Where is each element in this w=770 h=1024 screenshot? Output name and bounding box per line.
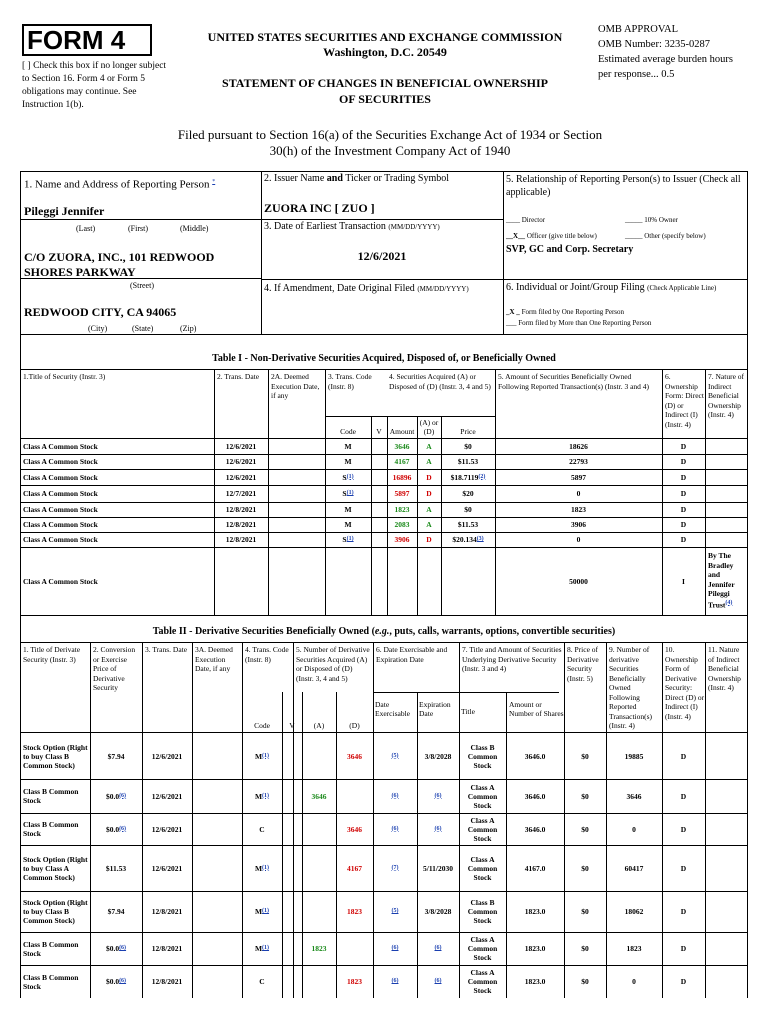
- table2-row-1-underlying-amount: 3646.0: [524, 791, 546, 801]
- table1-row-7-ad: [417, 547, 441, 615]
- table2-h3: 3. Trans. Date: [145, 645, 188, 654]
- table1-row-2-form: D: [680, 472, 687, 482]
- table1-row-1-date: 12/6/2021: [225, 457, 257, 466]
- table2-row-1-price: $0.0 (6): [105, 791, 127, 801]
- table2-row-6-exercisable-footnote[interactable]: (6): [391, 978, 399, 984]
- table1-row-4-date: 12/8/2021: [225, 505, 257, 514]
- table2-title: [20, 626, 748, 638]
- table2-row-5-form: D: [680, 944, 687, 953]
- table1-row-5-price: $11.53: [457, 520, 479, 529]
- one-person-label: Form filed by One Reporting Person: [521, 308, 625, 316]
- table2-row-1-code-footnote[interactable]: (1): [262, 792, 270, 799]
- table2-row-1-form: D: [680, 791, 687, 801]
- table1-row-7-owned: 50000: [569, 576, 588, 586]
- table2-row-6-code: C: [259, 977, 265, 986]
- table1-row-7-title: Class A Common Stock: [23, 576, 98, 586]
- table1-row-0-amount: 3646: [394, 442, 410, 451]
- table2-row-6-underlying-amount: 1823.0: [524, 977, 546, 986]
- table2-row-3-title: Stock Option (Right to buy Class A Common Stock): [23, 854, 88, 882]
- table1-row-1-amount: 4167: [394, 457, 410, 466]
- table1-row-5-title: Class A Common Stock: [23, 520, 98, 529]
- table2-row-0-owned: 19885: [624, 751, 644, 761]
- table2-row-3-acquired: [302, 845, 336, 891]
- table2-row-2-underlying-amount: 3646.0: [524, 824, 546, 834]
- table1-h2a: 2A. Deemed Execution Date, if any: [271, 372, 320, 400]
- table2-h5: 5. Number of Derivative Securities Acquired (A) or Disposed of (D) (Instr. 3, 4 and 5): [296, 645, 370, 683]
- table2-h9: 9. Number of derivative Securities Beneficially Owned Following Reported Transaction(s) (Instr. 4): [609, 645, 653, 730]
- table2-row-3-price: $11.53: [105, 863, 127, 873]
- table1-row-4-title: Class A Common Stock: [23, 505, 98, 514]
- table1-row-6-owned: 0: [576, 535, 581, 544]
- table1-row-5-amount: 2083: [394, 520, 410, 529]
- table2-row-3-form: D: [680, 863, 687, 873]
- earliest-transaction-date: 12/6/2021: [357, 249, 407, 263]
- table2-row-3-underlying-title: Class A Common Stock: [467, 854, 498, 882]
- table1-sub-ad: (A) or (D): [419, 418, 439, 436]
- box2-label-a: 2. Issuer Name: [264, 173, 325, 184]
- table2-h4: 4. Trans. Code (Instr. 8): [245, 645, 289, 664]
- table1-row-6-title: Class A Common Stock: [23, 535, 98, 544]
- box3-label: [264, 221, 500, 233]
- table2-sub-code: Code: [254, 720, 270, 730]
- table1-row-0-title: Class A Common Stock: [23, 442, 98, 451]
- table2-h1: 1. Title of Derivate Security (Instr. 3): [23, 645, 81, 664]
- table1-row-0-owned: 18626: [569, 442, 588, 451]
- table2-row-1-title: Class B Common Stock: [23, 787, 79, 805]
- table2-title-a: Table II - Derivative Securities Beneficially Owned (: [152, 626, 375, 637]
- box6-label: [506, 282, 746, 294]
- state-label: (State): [132, 324, 154, 333]
- table2-row-4-price: $7.94: [107, 907, 125, 916]
- table1-row-1-price: $11.53: [457, 457, 479, 466]
- table2-row-3-expiration: 5/11/2030: [422, 863, 453, 873]
- no-longer-subject-checkbox-text[interactable]: [ ] Check this box if no longer subject to Section 16. Form 4 or Form 5 obligations may continue. See Instruction 1(b).: [22, 61, 167, 110]
- box2-label: [264, 173, 500, 185]
- table1-row-2-date: 12/6/2021: [225, 472, 257, 482]
- table2-h7: 7. Title and Amount of Securities Underlying Derivative Security (Instr. 3 and 4): [462, 645, 562, 673]
- table2-row-2-owned: 0: [632, 824, 636, 834]
- table2-row-1-underlying-title: Class A Common Stock: [467, 782, 498, 810]
- table1-title: Table I - Non-Derivative Securities Acquired, Disposed of, or Beneficially Owned: [212, 353, 556, 364]
- table2-row-2-title: Class B Common Stock: [23, 820, 79, 838]
- table1-row-6-date: 12/8/2021: [225, 535, 257, 544]
- table2-row-0-exercisable-footnote[interactable]: (5): [391, 752, 399, 759]
- table2-row-4-date: 12/8/2021: [151, 907, 183, 916]
- omb-burden: Estimated average burden hours per response... 0.5: [598, 54, 733, 80]
- table2-row-3-disposed: 4167: [347, 863, 362, 873]
- table1-row-5-date: 12/8/2021: [225, 520, 257, 529]
- table2-row-4-derivative-price: $0: [581, 907, 589, 916]
- box3-label-text: 3. Date of Earliest Transaction: [264, 221, 386, 232]
- table1-row-6-form: D: [680, 535, 687, 544]
- table2-row-1-exercisable-footnote[interactable]: (6): [391, 792, 399, 799]
- table2-row-5-price: $0.0 (6): [105, 944, 127, 953]
- table2-row-2-underlying-title: Class A Common Stock: [467, 815, 498, 843]
- reporter-name: Pileggi Jennifer: [24, 204, 105, 218]
- table2-row-6-acquired: [302, 965, 336, 998]
- table1-h3: 3. Trans. Code (Instr. 8): [328, 372, 372, 391]
- table1-row-2-price-footnote[interactable]: (2): [478, 473, 486, 480]
- officer-mark: __X__: [506, 232, 526, 240]
- table2-row-5-exercisable-footnote[interactable]: (6): [391, 945, 399, 951]
- box4-label: [264, 283, 502, 295]
- box6-label-text: 6. Individual or Joint/Group Filing: [506, 282, 645, 293]
- table1-row-6-code: S (1): [342, 535, 354, 544]
- street-label: (Street): [130, 281, 154, 290]
- box4-format: (MM/DD/YYYY): [417, 285, 469, 293]
- table2-sub-exp: Expiration Date: [419, 700, 451, 718]
- table1-h2: 2. Trans. Date: [217, 372, 260, 381]
- table2-row-5-date-exercisable: [373, 932, 417, 965]
- table2-row-3-date-exercisable: [373, 845, 417, 891]
- table1-h6: 6. Ownership Form: Direct (D) or Indirect (I) (Instr. 4): [665, 372, 704, 429]
- table2-row-2-price-footnote[interactable]: (6): [119, 825, 127, 832]
- table1-row-3-date: 12/7/2021: [225, 489, 257, 498]
- table1-row-7-form: I: [682, 576, 685, 586]
- table2-row-2-exercisable-footnote[interactable]: (6): [391, 825, 399, 832]
- table1-row-7-nature: By The Bradley and Jennifer Pileggi Trust$^{(4)}$: [708, 551, 735, 609]
- table2-row-4-disposed: 1823: [347, 907, 362, 916]
- table2-row-2-expiration: [417, 813, 459, 845]
- table2-row-4-date-exercisable: [373, 891, 417, 932]
- table2-row-1-disposed: [336, 779, 373, 813]
- table2-row-5-price-footnote[interactable]: (6): [119, 945, 127, 951]
- table2-row-0-code-footnote[interactable]: (1): [262, 752, 270, 759]
- table1-row-5-code: M: [344, 520, 352, 529]
- table2-row-0-acquired: [302, 733, 336, 779]
- table1-row-3-owned: 0: [576, 489, 581, 498]
- table2-row-6-owned: 0: [632, 977, 636, 986]
- box2-label-b: Ticker or Trading Symbol: [345, 173, 450, 184]
- table1-row-6-price-footnote[interactable]: (3): [476, 536, 484, 542]
- table2-row-6-date: 12/8/2021: [151, 977, 183, 986]
- table1-row-1-ad: A: [426, 457, 432, 466]
- table2-row-2-expiration-footnote[interactable]: (6): [434, 825, 442, 832]
- table1-row-0-ad: A: [426, 442, 432, 451]
- zip-label: (Zip): [180, 324, 197, 333]
- table2-row-6-form: D: [680, 977, 687, 986]
- table1-row-3-form: D: [680, 489, 687, 498]
- box5-label: 5. Relationship of Reporting Person(s) to Issuer (Check all applicable): [506, 174, 741, 198]
- table2-sub-v: V: [289, 720, 295, 730]
- table2-row-5-code: M (1): [254, 944, 270, 953]
- omb-approval: OMB APPROVAL: [598, 24, 679, 35]
- table1-row-4-price: $0: [464, 505, 472, 514]
- table2-row-3-underlying-amount: 4167.0: [524, 863, 546, 873]
- table2-row-0-underlying-title: Class B Common Stock: [467, 742, 498, 770]
- table2-row-5-underlying-title: Class A Common Stock: [467, 935, 498, 962]
- table2-title-eg: e.g.: [374, 626, 390, 637]
- table1-row-2-ad: D: [426, 472, 432, 482]
- table1-row-4-form: D: [680, 505, 687, 514]
- table2-row-1-date-exercisable: [373, 779, 417, 813]
- one-person-mark: _X _: [506, 308, 520, 316]
- agency-name: UNITED STATES SECURITIES AND EXCHANGE COMMISSION: [207, 30, 563, 44]
- box1-label-text: 1. Name and Address of Reporting Person: [24, 178, 210, 191]
- table2-row-2-code: C: [259, 824, 265, 834]
- table2-row-0-date-exercisable: [373, 733, 417, 779]
- table2-row-5-date: 12/8/2021: [151, 944, 183, 953]
- table1-sub-v: V: [376, 426, 382, 436]
- reporter-street: C/O ZUORA, INC., 101 REDWOOD SHORES PARKWAY: [24, 250, 215, 279]
- issuer-name: ZUORA INC [ ZUO ]: [264, 201, 375, 215]
- table2-row-4-exercisable-footnote[interactable]: (5): [391, 908, 399, 914]
- table2-h6: 6. Date Exercisable and Expiration Date: [376, 645, 448, 664]
- table2-sub-a: (A): [313, 720, 325, 730]
- table2-row-6-date-exercisable: [373, 965, 417, 998]
- table1-h7: 7. Nature of Indirect Beneficial Ownership (Instr. 4): [708, 372, 745, 419]
- table2-row-0-disposed: 3646: [347, 751, 362, 761]
- omb-number: OMB Number: 3235-0287: [598, 39, 710, 50]
- table2-h2: 2. Conversion or Exercise Price of Derivative Security: [93, 645, 136, 692]
- more-persons-checkbox[interactable]: ___ Form filed by More than One Reporting Person: [506, 319, 652, 327]
- table1-row-2-code: S (1): [342, 472, 354, 482]
- table2-row-4-acquired: [302, 891, 336, 932]
- table1-row-1-owned: 22793: [569, 457, 588, 466]
- table2-row-6-price-footnote[interactable]: (6): [119, 978, 127, 984]
- officer-checkbox[interactable]: [506, 232, 597, 241]
- table2-row-0-form: D: [680, 751, 687, 761]
- table1-row-7-price: [441, 547, 495, 615]
- table2-sub-amount: Amount or Number of Shares: [509, 700, 564, 718]
- table2-row-4-code-footnote[interactable]: (1): [262, 908, 270, 914]
- table1-row-6-amount: 3906: [394, 535, 410, 544]
- table1-row-6-price: $20.134 (3): [452, 535, 484, 544]
- table1-row-5-owned: 3906: [571, 520, 586, 529]
- table1-row-2-title: Class A Common Stock: [23, 472, 98, 482]
- table2-row-3-code: M (1): [254, 863, 270, 873]
- box2-label-and: and: [326, 173, 343, 184]
- table2-row-0-date: 12/6/2021: [151, 751, 183, 761]
- reporter-city-state-zip: REDWOOD CITY, CA 94065: [24, 305, 177, 319]
- table2-sub-date-ex: Date Exercisable: [375, 700, 410, 718]
- other-checkbox[interactable]: _____ Other (specify below): [625, 232, 706, 240]
- table2-row-3-owned: 60417: [624, 863, 644, 873]
- table2-row-3-exercisable-footnote[interactable]: (7): [391, 864, 399, 871]
- table2-h10: 10. Ownership Form of Derivative Security: Direct (D) or Indirect (I) (Instr. 4): [665, 645, 705, 721]
- table1-row-1-title: Class A Common Stock: [23, 457, 98, 466]
- director-checkbox[interactable]: ____ Director: [506, 216, 546, 224]
- table1-sub-code: Code: [340, 426, 356, 436]
- table1-row-3-ad: D: [426, 489, 432, 498]
- table2-row-4-expiration: 3/8/2028: [424, 907, 452, 916]
- table2-h8: 8. Price of Derivative Security (Instr. 5): [567, 645, 599, 683]
- last-label: (Last): [76, 224, 96, 233]
- table2-row-2-date: 12/6/2021: [151, 824, 183, 834]
- box1-label: [24, 176, 259, 192]
- table2-row-0-expiration: 3/8/2028: [424, 751, 452, 761]
- table2-row-1-expiration: [417, 779, 459, 813]
- form-title-box: [22, 24, 152, 56]
- table2-row-6-expiration-footnote[interactable]: (6): [434, 978, 442, 984]
- table2-row-1-date: 12/6/2021: [151, 791, 183, 801]
- table1-row-0-code: M: [344, 442, 352, 451]
- table2-row-2-date-exercisable: [373, 813, 417, 845]
- table2-row-5-expiration-footnote[interactable]: (6): [434, 945, 442, 951]
- first-label: (First): [128, 224, 148, 233]
- table2-row-5-acquired: 1823: [311, 944, 327, 953]
- table2-row-6-disposed: 1823: [347, 977, 362, 986]
- table2-row-3-code-footnote[interactable]: (1): [262, 864, 270, 871]
- table1-row-4-owned: 1823: [571, 505, 586, 514]
- table2-row-6-derivative-price: $0: [581, 977, 589, 986]
- table1-sub-price: Price: [460, 426, 476, 436]
- table1-row-7-code: [325, 547, 371, 615]
- table2-sub-title: Title: [461, 706, 475, 716]
- table2-row-4-owned: 18062: [624, 907, 644, 916]
- table2-row-6-title: Class B Common Stock: [23, 972, 79, 991]
- table1-row-4-code: M: [344, 505, 352, 514]
- box3-format: (MM/DD/YYYY): [388, 223, 440, 231]
- one-person-checkbox[interactable]: [506, 308, 624, 317]
- table2-h11: 11. Nature of Indirect Beneficial Ownership (Instr. 4): [708, 645, 741, 692]
- table2-row-1-code: M (1): [254, 791, 270, 801]
- table1-row-2-amount: 16896: [392, 472, 412, 482]
- table2-row-0-code: M (1): [254, 751, 270, 761]
- table1-row-5-ad: A: [426, 520, 432, 529]
- ten-percent-owner-checkbox[interactable]: _____ 10% Owner: [625, 216, 678, 224]
- table2-row-2-acquired: [302, 813, 336, 845]
- box4-label-text: 4. If Amendment, Date Original Filed: [264, 283, 415, 294]
- table2-sub-d: (D): [349, 720, 360, 730]
- table1-row-4-ad: A: [426, 505, 432, 514]
- table1-row-6-ad: D: [426, 535, 432, 544]
- table1-row-0-form: D: [680, 442, 687, 451]
- table1-row-0-date: 12/6/2021: [225, 442, 257, 451]
- table2-row-5-code-footnote[interactable]: (1): [262, 945, 270, 951]
- officer-title: SVP, GC and Corp. Secretary: [506, 244, 634, 255]
- table2-row-6-price: $0.0 (6): [105, 977, 127, 986]
- middle-label: (Middle): [180, 224, 209, 233]
- table1-row-0-price: $0: [464, 442, 472, 451]
- table2-row-6-underlying-title: Class A Common Stock: [467, 968, 498, 995]
- table2-row-0-price: $7.94: [107, 751, 125, 761]
- table2-row-5-disposed: [336, 932, 373, 965]
- table2-row-6-expiration: [417, 965, 459, 998]
- table2-row-2-price: $0.0 (6): [105, 824, 127, 834]
- table2-row-0-derivative-price: $0: [581, 751, 589, 761]
- table2-row-4-form: D: [680, 907, 687, 916]
- box6-check: (Check Applicable Line): [647, 284, 717, 292]
- table2-row-3-date: 12/6/2021: [151, 863, 183, 873]
- table2-row-1-price-footnote[interactable]: (6): [119, 792, 127, 799]
- table1-row-4-amount: 1823: [394, 505, 410, 514]
- table2-row-4-code: M (1): [254, 907, 270, 916]
- table1-row-3-code-footnote[interactable]: (1): [346, 490, 354, 496]
- table1-row-2-price: $18.7119 (2): [450, 472, 486, 482]
- statement-title: STATEMENT OF CHANGES IN BENEFICIAL OWNERSHIP OF SECURITIES: [222, 76, 548, 106]
- table2-row-0-title: Stock Option (Right to buy Class B Common Stock): [23, 742, 88, 770]
- table2-row-2-disposed: 3646: [347, 824, 362, 834]
- table2-row-4-underlying-amount: 1823.0: [524, 907, 546, 916]
- table2-row-2-form: D: [680, 824, 687, 834]
- table2-row-1-derivative-price: $0: [581, 791, 589, 801]
- box1-footnote-link[interactable]: *: [212, 179, 216, 185]
- table2-row-1-expiration-footnote[interactable]: (6): [434, 792, 442, 799]
- table1-h1: 1.Title of Security (Instr. 3): [23, 372, 106, 381]
- table1-row-2-owned: 5897: [571, 472, 586, 482]
- table2-row-3-derivative-price: $0: [581, 863, 589, 873]
- table2-row-0-underlying-amount: 3646.0: [524, 751, 546, 761]
- table1-sub-amount: Amount: [389, 426, 415, 436]
- filed-pursuant: Filed pursuant to Section 16(a) of the Securities Exchange Act of 1934 or Section 30(h) of the Investment Company Act of 1940: [177, 127, 603, 158]
- officer-label: Officer (give title below): [526, 232, 597, 240]
- table1-row-1-form: D: [680, 457, 687, 466]
- omb-box: [598, 22, 748, 82]
- table2-row-4-title: Stock Option (Right to buy Class B Common Stock): [23, 898, 88, 925]
- table1-row-3-amount: 5897: [394, 489, 410, 498]
- table1-row-3-price: $20: [462, 489, 474, 498]
- table2-title-b: , puts, calls, warrants, options, convertible securities): [389, 626, 616, 637]
- table2-row-1-owned: 3646: [626, 791, 642, 801]
- agency-city: Washington, D.C. 20549: [323, 45, 447, 59]
- table2-row-1-acquired: 3646: [311, 791, 327, 801]
- form-title: FORM 4: [27, 25, 126, 55]
- table2-row-2-derivative-price: $0: [581, 824, 589, 834]
- table2-row-5-title: Class B Common Stock: [23, 939, 79, 958]
- table1-row-5-form: D: [680, 520, 687, 529]
- table2-row-5-owned: 1823: [626, 944, 642, 953]
- table1-row-3-title: Class A Common Stock: [23, 489, 98, 498]
- table1-row-6-code-footnote[interactable]: (1): [346, 536, 354, 542]
- table1-row-1-code: M: [344, 457, 352, 466]
- table2-row-5-derivative-price: $0: [581, 944, 589, 953]
- table1-row-3-code: S (1): [342, 489, 354, 498]
- table1-h5: 5. Amount of Securities Beneficially Owned Following Reported Transaction(s) (Instr. 3 and 4): [498, 372, 650, 391]
- table2-h3a: 3A. Deemed Execution Date, if any: [195, 645, 233, 673]
- table1-row-7-amount: [387, 547, 417, 615]
- table1-row-7-nature-footnote[interactable]: (4): [725, 599, 733, 606]
- city-label: (City): [88, 324, 108, 333]
- table2-row-4-underlying-title: Class B Common Stock: [467, 898, 498, 925]
- table1-h4: 4. Securities Acquired (A) or Disposed of (D) (Instr. 3, 4 and 5): [389, 372, 491, 391]
- table1-row-2-code-footnote[interactable]: (1): [346, 473, 354, 480]
- table1-row-7-date: [214, 547, 268, 615]
- table2-row-5-expiration: [417, 932, 459, 965]
- table2-row-5-underlying-amount: 1823.0: [524, 944, 546, 953]
- form-4-document: [20, 14, 748, 998]
